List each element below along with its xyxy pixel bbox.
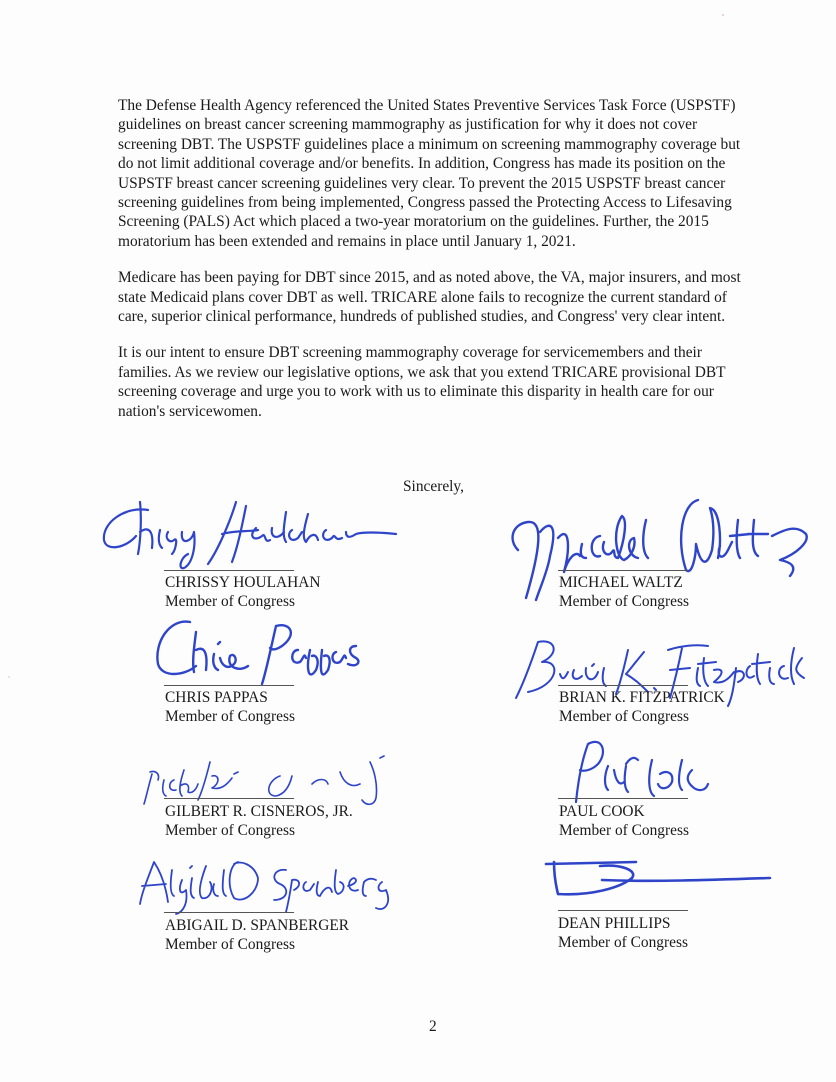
signature-line [164,912,294,913]
signature-line [164,798,294,799]
closing: Sincerely, [403,478,464,495]
signatory-block [165,916,435,955]
signatory-title: Member of Congress [165,822,295,840]
signature-line [164,570,294,571]
body-paragraph: It is our intent to ensure DBT screening mammography coverage for servicemembers and their families. As we review our legislative options, we ask that you extend TRICARE provisional DBT screening coverage and urge you to work with us to eliminate this disparity in health care for our nation's servicewomen. [118,344,726,420]
signatory-block [558,914,828,953]
signatory-name: PAUL COOK [559,803,645,820]
signatory-name: ABIGAIL D. SPANBERGER [165,917,349,934]
signatory-title: Member of Congress [165,936,295,954]
signatory-title: Member of Congress [165,593,295,611]
body-paragraph: Medicare has been paying for DBT since 2015, and as noted above, the VA, major insurers, and most state Medicaid plans cover DBT as well. TRICARE alone fails to recognize the current standard of care, superior clinical performance, hundreds of published studies, and Congress' very clear intent. [118,269,741,326]
signatory-title: Member of Congress [558,934,688,952]
signatory-name: MICHAEL WALTZ [559,574,683,591]
signatory-title: Member of Congress [559,593,689,611]
page-number: 2 [429,1018,437,1035]
signatory-block [559,802,829,841]
signatory-title: Member of Congress [559,708,689,726]
signatory-name: CHRIS PAPPAS [165,689,268,706]
scan-speck [722,14,724,16]
signatory-name: DEAN PHILLIPS [558,915,671,932]
signatory-block [165,688,435,727]
signature-spanberger [130,848,400,918]
signatory-block [165,802,435,841]
signature-line [558,798,688,799]
signatory-name: GILBERT R. CISNEROS, JR. [165,803,353,820]
signatory-block [559,573,829,612]
signatory-title: Member of Congress [559,822,689,840]
body-paragraph: The Defense Health Agency referenced the United States Preventive Services Task Force (USPSTF) guidelines on breast cancer screening mammography as justification for why it does not cover screening DBT. The USPSTF guidelines place a minimum on screening mammography coverage but do not limit additional coverage and/or benefits. In addition, Congress has made its position on the USPSTF breast cancer screening guidelines very clear. To prevent the 2015 USPSTF breast cancer screening guidelines from being implemented, Congress passed the Protecting Access to Lifesaving Screening (PALS) Act which placed a two-year moratorium on the guidelines. Further, the 2015 moratorium has been extended and remains in place until January 1, 2021. [118,97,741,250]
signatory-block [559,688,829,727]
signature-line [558,910,688,911]
signatory-name: BRIAN K. FITZPATRICK [559,689,725,706]
signatory-block [165,573,435,612]
signature-line [558,570,688,571]
signatory-title: Member of Congress [165,708,295,726]
signature-phillips [540,852,780,902]
signature-pappas [150,612,390,692]
signature-line [164,685,294,686]
signatory-name: CHRISSY HOULAHAN [165,574,321,591]
scan-speck [8,676,10,678]
signature-line [558,685,688,686]
signature-houlahan [96,492,396,572]
letter-body [118,96,758,438]
